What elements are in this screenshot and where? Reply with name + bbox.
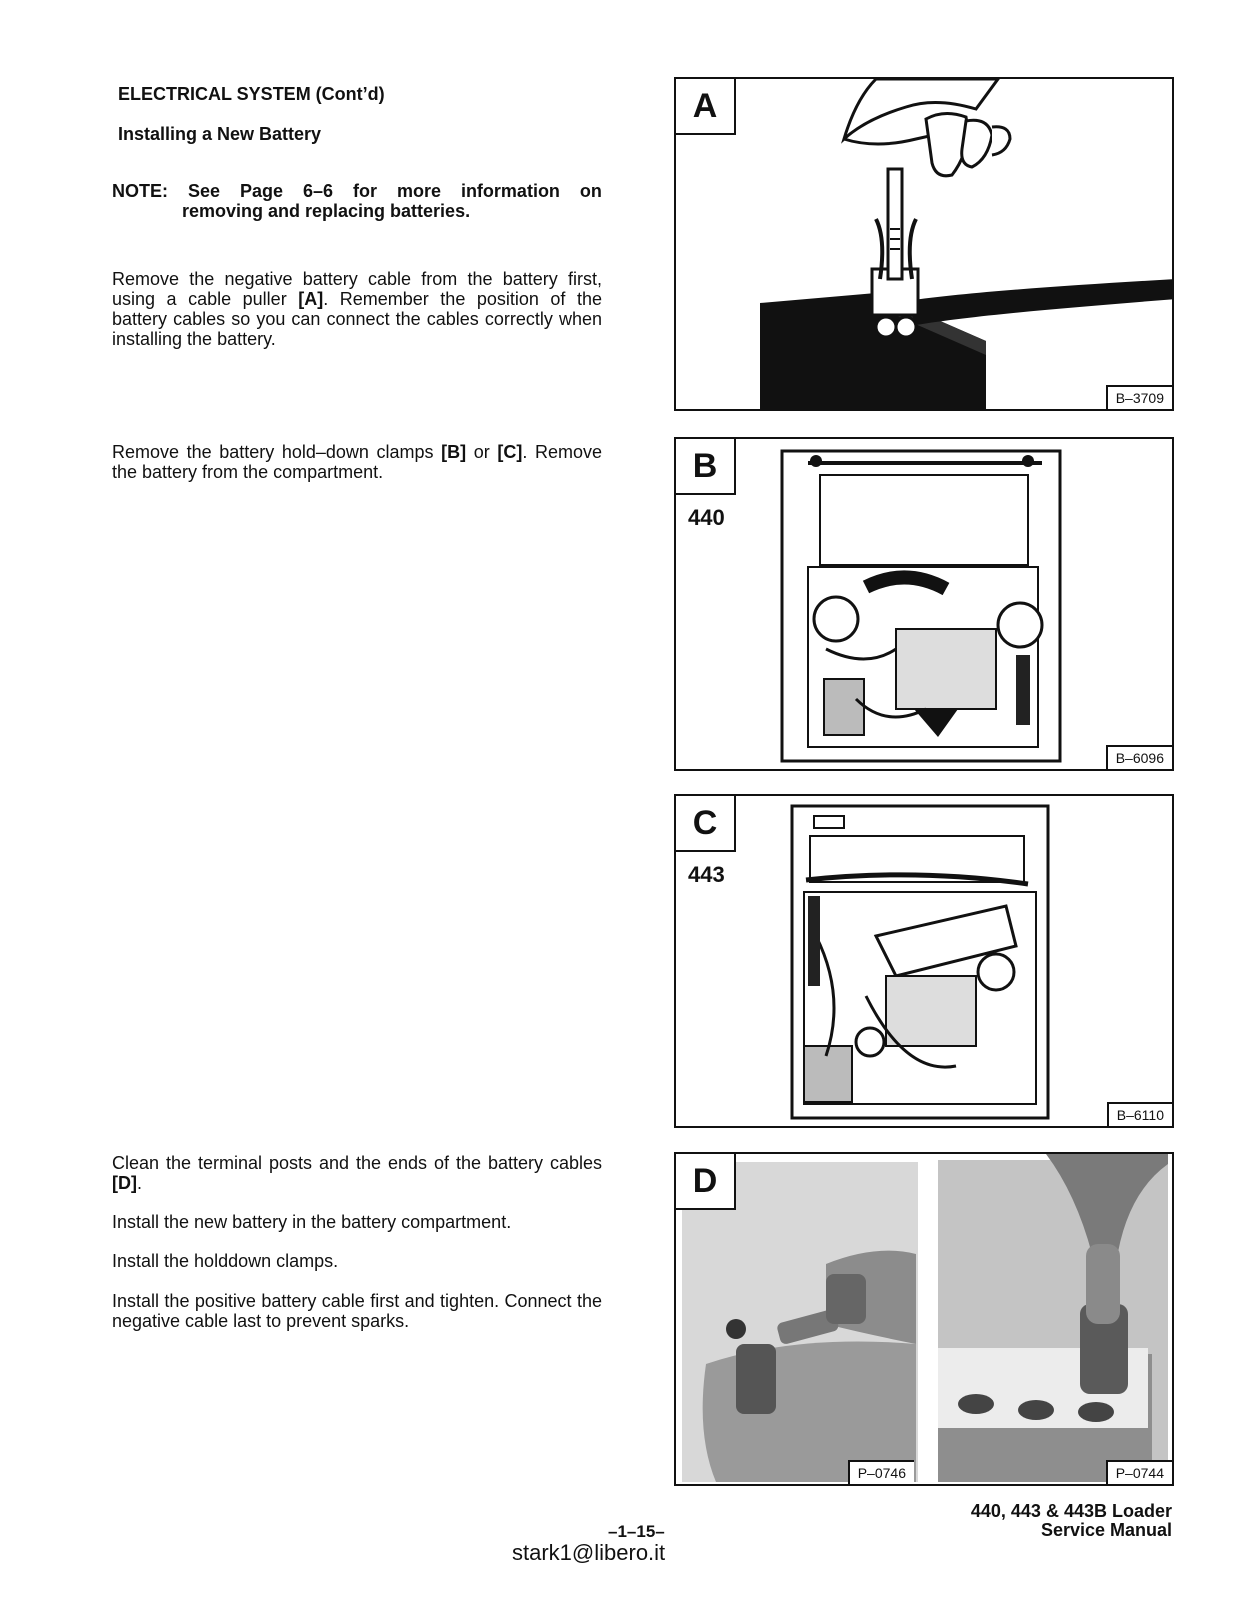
cable-puller-illustration <box>676 79 1174 411</box>
paragraph-text: . Remove the battery from the compartment. <box>112 442 602 482</box>
note-word: for <box>352 181 377 201</box>
figure-code: B–6110 <box>1107 1102 1172 1126</box>
figure-model-label: 440 <box>688 505 725 530</box>
note-line-1 <box>112 181 602 201</box>
note-word: See <box>187 181 220 201</box>
figure-code: B–3709 <box>1106 385 1172 409</box>
figure-model-label: 443 <box>688 862 725 887</box>
paragraph-remove-clamps <box>112 442 602 482</box>
paragraph-text: Remove the negative battery cable from the battery first, using a cable puller <box>112 269 602 309</box>
figure-code-right: P–0744 <box>1106 1460 1172 1484</box>
manual-title-line-1: 440, 443 & 443B Loader <box>970 1501 1172 1521</box>
figure-reference: [A] <box>298 289 324 309</box>
note-word: 6–6 <box>302 181 334 201</box>
note-line-2: removing and replacing batteries. <box>182 201 471 221</box>
paragraph-text: Clean the terminal posts and the ends of the battery cables <box>112 1153 602 1173</box>
note-word: Page <box>239 181 283 201</box>
note-label: NOTE: <box>112 181 168 201</box>
section-title: ELECTRICAL SYSTEM (Cont’d) <box>118 84 385 104</box>
paragraph-install-clamps: Install the holddown clamps. <box>112 1251 339 1271</box>
figure-reference: [D] <box>112 1173 137 1193</box>
figure-c <box>674 794 1174 1128</box>
paragraph-connect-cables: Install the positive battery cable first and tighten. Connect the negative cable last to prevent sparks. <box>112 1291 602 1331</box>
manual-title <box>971 1502 1172 1540</box>
figure-b <box>674 437 1174 771</box>
email-watermark: stark1@libero.it <box>512 1540 666 1565</box>
paragraph-text: . Remember the position of the battery cables so you can connect the cables correctly when installing the battery. <box>112 289 602 349</box>
figure-letter: C <box>676 796 736 852</box>
figure-a <box>674 77 1174 411</box>
note-word: information <box>460 181 560 201</box>
figure-code: B–6096 <box>1106 745 1172 769</box>
subsection-title: Installing a New Battery <box>118 124 322 144</box>
figure-letter: B <box>676 439 736 495</box>
paragraph-clean-terminals <box>112 1153 602 1193</box>
figure-reference: [B] <box>441 442 467 462</box>
figure-letter: A <box>676 79 736 135</box>
paragraph-text: . <box>137 1173 143 1193</box>
paragraph-remove-negative-cable <box>112 269 602 349</box>
note-block <box>112 181 602 221</box>
note-word: on <box>579 181 602 201</box>
paragraph-text: or <box>466 442 498 462</box>
figure-d <box>674 1152 1174 1486</box>
figure-reference: [C] <box>497 442 523 462</box>
manual-title-line-2: Service Manual <box>1040 1520 1172 1540</box>
paragraph-text: Remove the battery hold–down clamps <box>112 442 442 462</box>
terminal-cleaning-photos <box>676 1154 1174 1486</box>
page-number: –1–15– <box>608 1522 665 1541</box>
figure-letter: D <box>676 1154 736 1210</box>
figure-code-left: P–0746 <box>848 1460 914 1484</box>
engine-compartment-443-illustration <box>676 796 1174 1128</box>
paragraph-install-battery: Install the new battery in the battery compartment. <box>112 1212 512 1232</box>
engine-compartment-440-illustration <box>676 439 1174 771</box>
note-word: more <box>396 181 441 201</box>
